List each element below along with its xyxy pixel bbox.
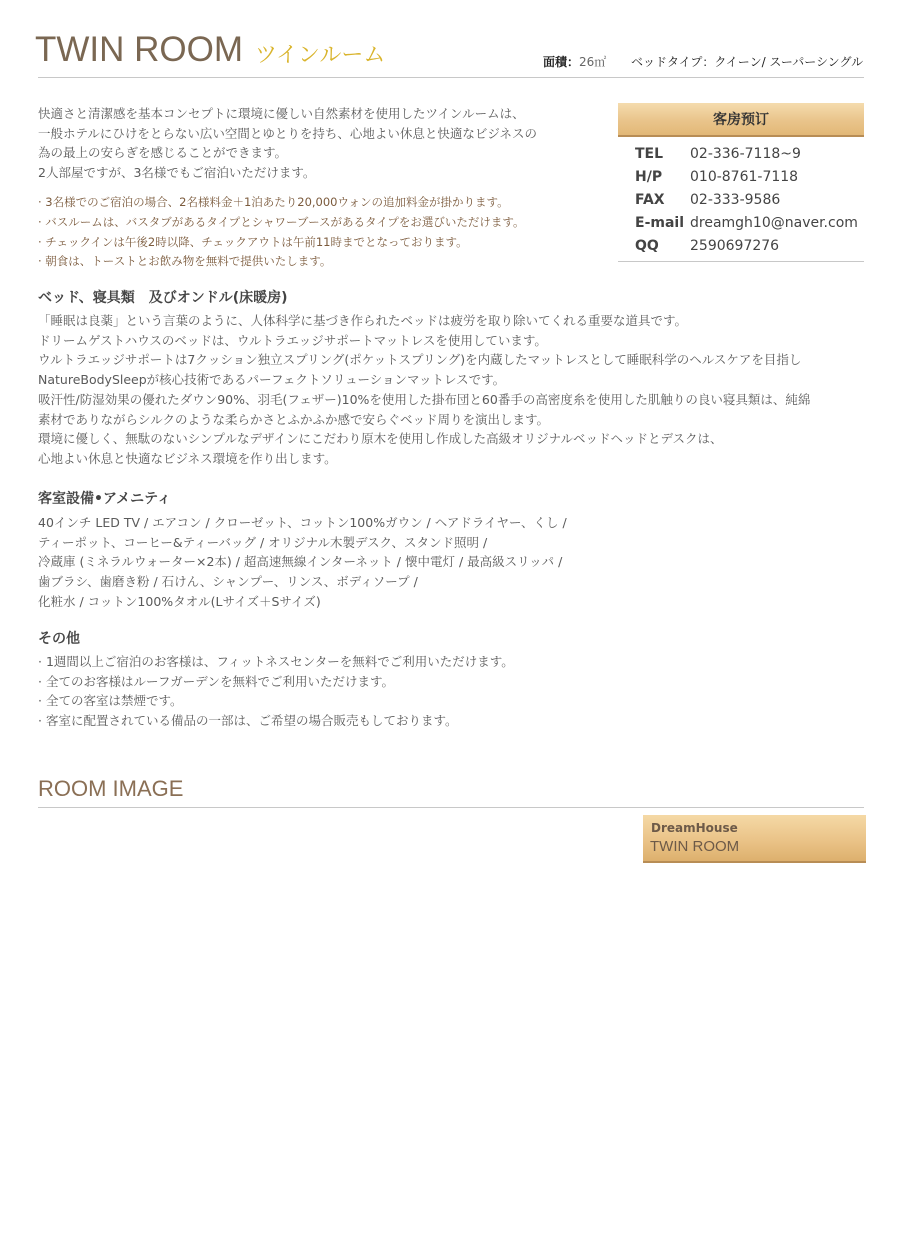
text-line: · 全ての客室は禁煙です。 xyxy=(38,693,183,709)
page-subtitle: ツインルーム xyxy=(255,43,386,68)
reservation-title: 客房预订 xyxy=(618,103,864,137)
section-heading-amenities: 客室設備•アメニティ xyxy=(38,491,171,507)
room-image-heading: ROOM IMAGE xyxy=(38,776,184,801)
contact-row-tel xyxy=(618,143,864,166)
intro-line: 為の最上の安らぎを感じることができます。 xyxy=(38,145,288,160)
contact-row-hp xyxy=(618,166,864,189)
text-line: ティーポット、コーヒー&ティーバッグ / オリジナル木製デスク、スタンド照明 / xyxy=(38,534,488,550)
intro-line: 2人部屋ですが、3名様でもご宿泊いただけます。 xyxy=(38,164,316,180)
text-line: · 客室に配置されている備品の一部は、ご希望の場合販売もしております。 xyxy=(38,713,458,729)
contact-row-fax xyxy=(618,189,864,212)
text-line: 化粧水 / コットン100%タオル(Lサイズ＋Sサイズ) xyxy=(38,593,321,609)
text-line: 「睡眠は良薬」という言葉のように、人体科学に基づき作られたベッドは疲労を取り除いてくれる重要な道具です。 xyxy=(38,313,688,328)
note-item: · チェックインは午後2時以降、チェックアウトは午前11時までとなっております。 xyxy=(38,234,468,249)
text-line: 心地よい休息と快適なビジネス環境を作り出します。 xyxy=(38,450,337,466)
contact-key: H/P xyxy=(635,169,663,185)
page-title: TWIN ROOM xyxy=(35,30,244,69)
contact-row-qq xyxy=(618,235,864,258)
bed-type-label: ベッドタイプ： xyxy=(631,55,715,69)
text-line: NatureBodySleepが核心技術であるパーフェクトソリューションマットレスです。 xyxy=(38,372,506,388)
contact-value: 02-333-9586 xyxy=(690,192,781,208)
note-item: · 3名様でのご宿泊の場合、2名様料金＋1泊あたり20,000ウォンの追加料金が掛かります。 xyxy=(38,195,509,209)
other-text xyxy=(38,652,864,731)
room-area xyxy=(543,53,606,70)
intro-line: 一般ホテルにひけをとらない広い空間とゆとりを持ち、心地よい休息と快適なビジネスの xyxy=(38,125,538,141)
reservation-box xyxy=(618,103,864,262)
contact-value: 2590697276 xyxy=(690,238,780,254)
text-line: 40インチ LED TV / エアコン / クローゼット、コットン100%ガウン / ヘアドライヤー、くし / xyxy=(38,515,567,530)
note-item: · 朝食は、トーストとお飲み物を無料で提供いたします。 xyxy=(38,254,332,269)
section-heading-other: その他 xyxy=(38,631,80,647)
section-heading-bedding: ベッド、寝具類 及びオンドル(床暖房) xyxy=(38,290,288,306)
intro-text xyxy=(38,104,598,182)
amenities-text xyxy=(38,513,864,612)
contact-key: QQ xyxy=(635,238,659,254)
intro-line: 快適さと清潔感を基本コンセプトに環境に優しい自然素材を使用したツインルームは、 xyxy=(38,106,525,121)
contact-key: FAX xyxy=(635,192,665,208)
text-line: 歯ブラシ、歯磨き粉 / 石けん、シャンプー、リンス、ボディソープ / xyxy=(38,574,418,590)
room-image-divider xyxy=(38,807,864,808)
contact-key: TEL xyxy=(635,146,664,162)
bedding-text xyxy=(38,311,864,469)
text-line: 吸汗性/防湿効果の優れたダウン90%、羽毛(フェザー)10%を使用した掛布団と60番手の高密度糸を使用した肌触りの良い寝具類は、純綿 xyxy=(38,391,811,407)
header-divider xyxy=(38,77,864,78)
badge-brand: DreamHouse xyxy=(651,821,738,835)
contact-value[interactable]: dreamgh10@naver.com xyxy=(690,215,858,231)
contact-value[interactable]: 010-8761-7118 xyxy=(690,169,799,185)
text-line: ドリームゲストハウスのベッドは、ウルトラエッジサポートマットレスを使用しています。 xyxy=(38,332,547,348)
contact-key: E-mail xyxy=(635,215,685,231)
text-line: · 全てのお客様はルーフガーデンを無料でご利用いただけます。 xyxy=(38,673,394,689)
intro-notes xyxy=(38,193,598,272)
badge-title: TWIN ROOM xyxy=(650,838,740,855)
bed-type xyxy=(631,53,863,70)
contact-row-email xyxy=(618,212,864,235)
contact-value[interactable]: 02-336-7118~9 xyxy=(690,146,801,162)
text-line: 冷蔵庫 (ミネラルウォーター×2本) / 超高速無線インターネット / 懐中電灯 / 最高級スリッパ / xyxy=(38,554,563,570)
text-line: ウルトラエッジサポートは7クッション独立スプリング(ポケットスプリング)を内蔵したマットレスとして睡眠科学のヘルスケアを目指し xyxy=(38,352,802,368)
bed-type-value: クイーン/ スーパーシングル xyxy=(714,55,864,69)
area-label: 面積： xyxy=(543,55,580,69)
note-item: · バスルームは、バスタブがあるタイプとシャワーブースがあるタイプをお選びいただけます。 xyxy=(38,214,525,229)
area-value: 26㎡ xyxy=(579,55,607,69)
text-line: 環境に優しく、無駄のないシンプルなデザインにこだわり原木を使用し作成した高級オリジナルベッドヘッドとデスクは、 xyxy=(38,431,723,447)
text-line: 素材でありながらシルクのような柔らかさとふかふか感で安らぐベッド周りを演出します。 xyxy=(38,411,549,427)
room-badge xyxy=(643,815,866,863)
text-line: · 1週間以上ご宿泊のお客様は、フィットネスセンターを無料でご利用いただけます。 xyxy=(38,654,514,669)
